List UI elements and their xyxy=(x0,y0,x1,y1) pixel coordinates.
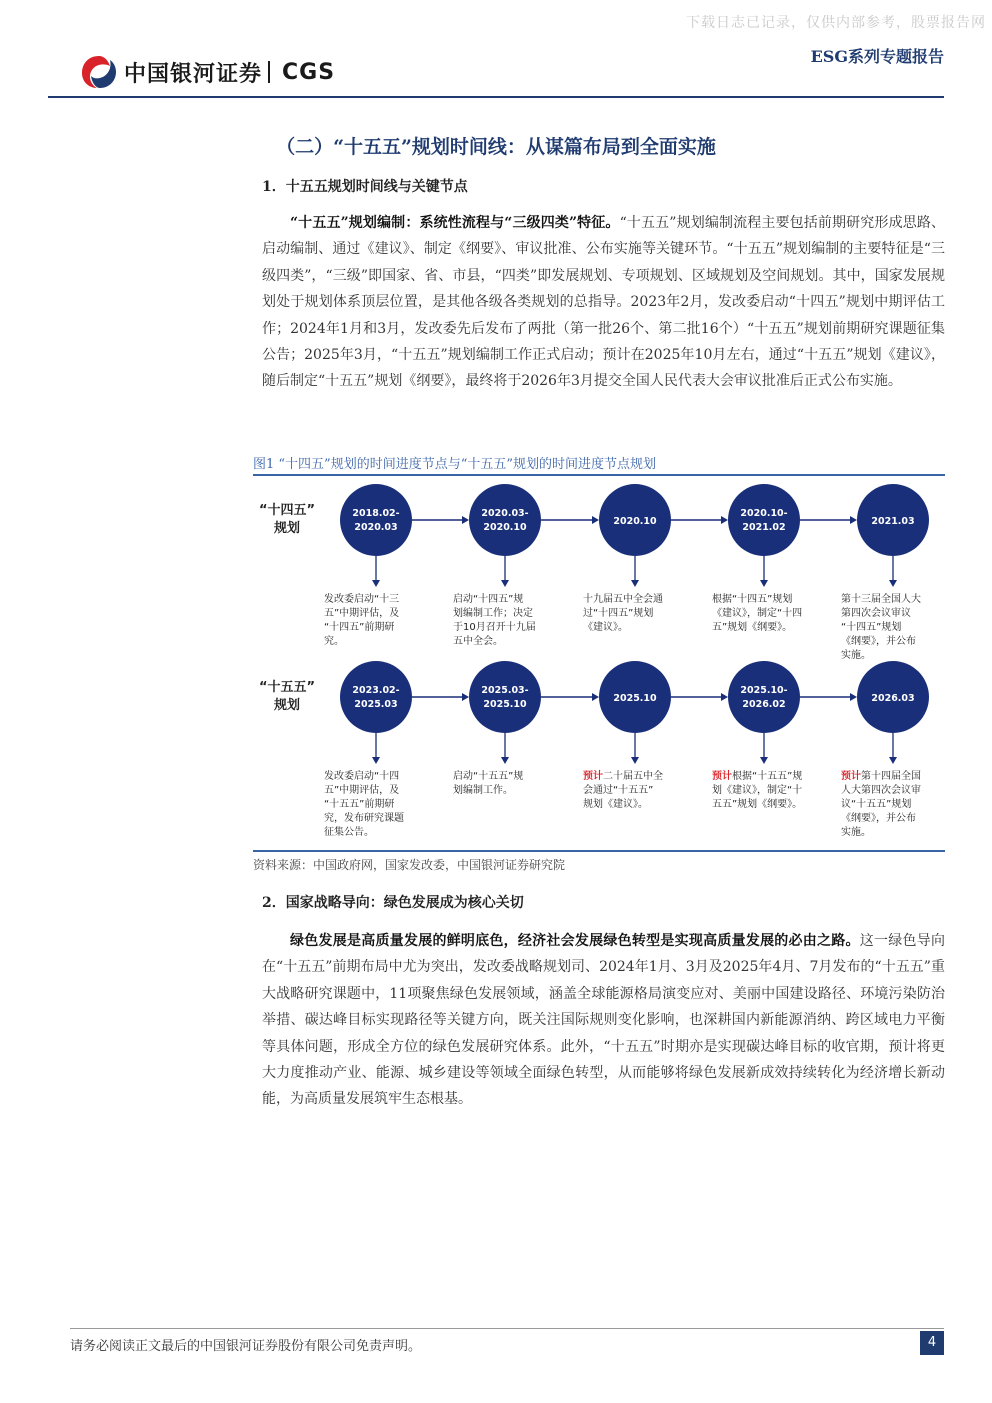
down-arrow-icon xyxy=(760,580,768,587)
node-date: 2021.03 xyxy=(871,516,915,527)
node-description: 发改委启动“十三 xyxy=(324,594,400,605)
connector-arrow-icon xyxy=(592,516,599,524)
report-type: ESG系列专题报告 xyxy=(810,47,944,66)
figure-top-rule xyxy=(253,474,945,476)
timeline-figure xyxy=(253,478,945,848)
node-date: 2018.02- xyxy=(352,508,400,519)
node-date: 2020.10 xyxy=(613,516,657,527)
paragraph-2 xyxy=(262,928,945,1113)
connector-arrow-icon xyxy=(850,516,857,524)
node-date: 2026.03 xyxy=(871,693,915,704)
row-label-sub-0: 规划 xyxy=(273,521,301,536)
subsection-heading-2: 2．国家战略导向：绿色发展成为核心关切 xyxy=(262,895,524,911)
node-date: 2023.02- xyxy=(352,685,400,696)
footer-divider xyxy=(70,1328,944,1329)
node-description: 根据“十四五”规划 xyxy=(712,594,793,605)
paragraph-2-lead: 绿色发展是高质量发展的鲜明底色，经济社会发展绿色转型是实现高质量发展的必由之路。 xyxy=(290,933,860,949)
node-description: 于10月召开十九届 xyxy=(453,622,536,633)
timeline-node xyxy=(340,484,412,556)
node-description xyxy=(583,769,663,782)
paragraph-1-lead: “十五五”规划编制：系统性流程与“三级四类”特征。 xyxy=(290,215,620,231)
row-label-1: “十五五” xyxy=(258,680,316,695)
node-description: 会通过“十五五” xyxy=(583,785,654,796)
connector-arrow-icon xyxy=(592,693,599,701)
figure-bottom-rule xyxy=(253,850,945,852)
node-description xyxy=(841,769,921,782)
node-description: 五”规划《纲要》。 xyxy=(712,622,793,633)
node-description: 启动“十五五”规 xyxy=(453,771,524,782)
node-description: 第十三届全国人大 xyxy=(841,594,921,605)
subsection-heading-1: 1．十五五规划时间线与关键节点 xyxy=(262,179,468,195)
footer-disclaimer: 请务必阅读正文最后的中国银河证券股份有限公司免责声明。 xyxy=(70,1339,422,1354)
node-description: 实施。 xyxy=(841,650,871,661)
node-description: “十四五”前期研 xyxy=(324,622,395,633)
connector-arrow-icon xyxy=(462,516,469,524)
figure-caption: 图1 “十四五”规划的时间进度节点与“十五五”规划的时间进度节点规划 xyxy=(253,457,656,472)
node-description: 五”中期评估，及 xyxy=(324,608,400,619)
forecast-tag: 预计 xyxy=(583,771,603,782)
node-date: 2025.03- xyxy=(481,685,529,696)
node-date: 2021.02 xyxy=(742,522,786,533)
logo-mark-icon xyxy=(80,54,118,90)
timeline-node xyxy=(340,661,412,733)
node-description: 征集公告。 xyxy=(324,827,374,838)
node-date: 2026.02 xyxy=(742,699,786,710)
row-label-0: “十四五” xyxy=(258,503,316,518)
node-date: 2025.03 xyxy=(354,699,398,710)
node-date: 2025.10 xyxy=(613,693,657,704)
node-description: 《建议》，制定“十四 xyxy=(712,608,803,619)
down-arrow-icon xyxy=(501,580,509,587)
node-description-text: 第十四届全国 xyxy=(861,771,921,782)
node-description: 第四次会议审议 xyxy=(841,608,911,619)
node-description: 划编制工作。 xyxy=(453,785,513,796)
node-description: 议“十五五”规划 xyxy=(841,799,912,810)
logo-text: 中国银河证券 xyxy=(124,61,263,87)
figure-source: 资料来源：中国政府网，国家发改委，中国银河证券研究院 xyxy=(253,858,566,872)
node-description: 《建议》。 xyxy=(583,622,628,633)
node-description-text: 根据“十五五”规 xyxy=(732,771,803,782)
forecast-tag: 预计 xyxy=(712,771,732,782)
node-description: 划《建议》，制定“十 xyxy=(712,785,803,796)
node-description: 究，发布研究课题 xyxy=(324,813,404,824)
timeline-node xyxy=(728,484,800,556)
logo-abbr: CGS xyxy=(282,59,336,85)
watermark: 下载日志已记录，仅供内部参考，股票报告网 xyxy=(686,15,986,31)
paragraph-2-body: 这一绿色导向在“十五五”前期布局中尤为突出，发改委战略规划司、2024年1月、3月及2025年4月、7月发布的“十五五”重大战略研究课题中，11项聚焦绿色发展领域，涵盖全球能源格局演变应对、美丽中国建设路径、环境污染防治举措、碳达峰目标实现路径等关键方向，既关注国际规则变化影响，也深耕国内新能源消纳、跨区域电力平衡等具体问题，形成全方位的绿色发展研究体系。此外，“十五五”时期亦是实现碳达峰目标的收官期，预计将更大力度推动产业、能源、城乡建设等领域全面绿色转型，从而能够将绿色发展新成效持续转化为经济增长新动能，为高质量发展筑牢生态根基。 xyxy=(262,933,946,1108)
down-arrow-icon xyxy=(372,580,380,587)
timeline-node xyxy=(728,661,800,733)
down-arrow-icon xyxy=(501,757,509,764)
section-title: （二）“十五五”规划时间线：从谋篇布局到全面实施 xyxy=(276,136,716,158)
node-date: 2020.10 xyxy=(483,522,527,533)
down-arrow-icon xyxy=(889,757,897,764)
node-description: 五五”规划《纲要》。 xyxy=(712,799,803,810)
down-arrow-icon xyxy=(889,580,897,587)
node-description: 究。 xyxy=(324,636,344,647)
down-arrow-icon xyxy=(631,580,639,587)
node-date: 2025.10- xyxy=(740,685,788,696)
node-description: 人大第四次会议审 xyxy=(841,785,921,796)
logo-separator xyxy=(268,61,270,83)
node-description: 《纲要》，并公布 xyxy=(841,813,916,824)
forecast-tag: 预计 xyxy=(841,771,861,782)
node-description: 启动“十四五”规 xyxy=(453,594,524,605)
company-logo xyxy=(80,54,335,90)
page-number: 4 xyxy=(920,1331,944,1355)
node-description xyxy=(712,769,802,782)
down-arrow-icon xyxy=(372,757,380,764)
node-description: 过“十四五”规划 xyxy=(583,608,654,619)
timeline-node xyxy=(469,661,541,733)
down-arrow-icon xyxy=(760,757,768,764)
node-description: 发改委启动“十四 xyxy=(324,771,400,782)
paragraph-1 xyxy=(262,210,945,395)
connector-arrow-icon xyxy=(721,693,728,701)
connector-arrow-icon xyxy=(721,516,728,524)
node-date: 2025.10 xyxy=(483,699,527,710)
timeline-diagram xyxy=(253,478,945,848)
row-label-sub-1: 规划 xyxy=(273,698,301,713)
node-description: 实施。 xyxy=(841,827,871,838)
connector-arrow-icon xyxy=(850,693,857,701)
header-divider xyxy=(48,96,944,98)
node-description-text: 二十届五中全 xyxy=(603,771,663,782)
connector-arrow-icon xyxy=(462,693,469,701)
paragraph-1-body: “十五五”规划编制流程主要包括前期研究形成思路、启动编制、通过《建议》、制定《纲要》、审议批准、公布实施等关键环节。“十五五”规划编制的主要特征是“三级四类”，“三级”即国家、省、市县，“四类”即发展规划、专项规划、区域规划及空间规划。其中，国家发展规划处于规划体系顶层位置，是其他各级各类规划的总指导。2023年2月，发改委启动“十四五”规划中期评估工作；2024年1月和3月，发改委先后发布了两批（第一批26个、第二批16个）“十五五”规划前期研究课题征集公告；2025年3月，“十五五”规划编制工作正式启动；预计在2025年10月左右，通过“十五五”规划《建议》，随后制定“十五五”规划《纲要》，最终将于2026年3月提交全国人民代表大会审议批准后正式公布实施。 xyxy=(262,215,945,390)
node-date: 2020.10- xyxy=(740,508,788,519)
node-description: 划编制工作；决定 xyxy=(453,608,533,619)
node-description: 五”中期评估，及 xyxy=(324,785,400,796)
down-arrow-icon xyxy=(631,757,639,764)
node-date: 2020.03- xyxy=(481,508,529,519)
node-description: “十四五”规划 xyxy=(841,622,902,633)
node-description: “十五五”前期研 xyxy=(324,799,395,810)
node-description: 《纲要》，并公布 xyxy=(841,636,916,647)
node-description: 五中全会。 xyxy=(453,636,503,647)
node-date: 2020.03 xyxy=(354,522,398,533)
node-description: 十九届五中全会通 xyxy=(583,594,663,605)
node-description: 规划《建议》。 xyxy=(583,799,648,810)
timeline-node xyxy=(469,484,541,556)
